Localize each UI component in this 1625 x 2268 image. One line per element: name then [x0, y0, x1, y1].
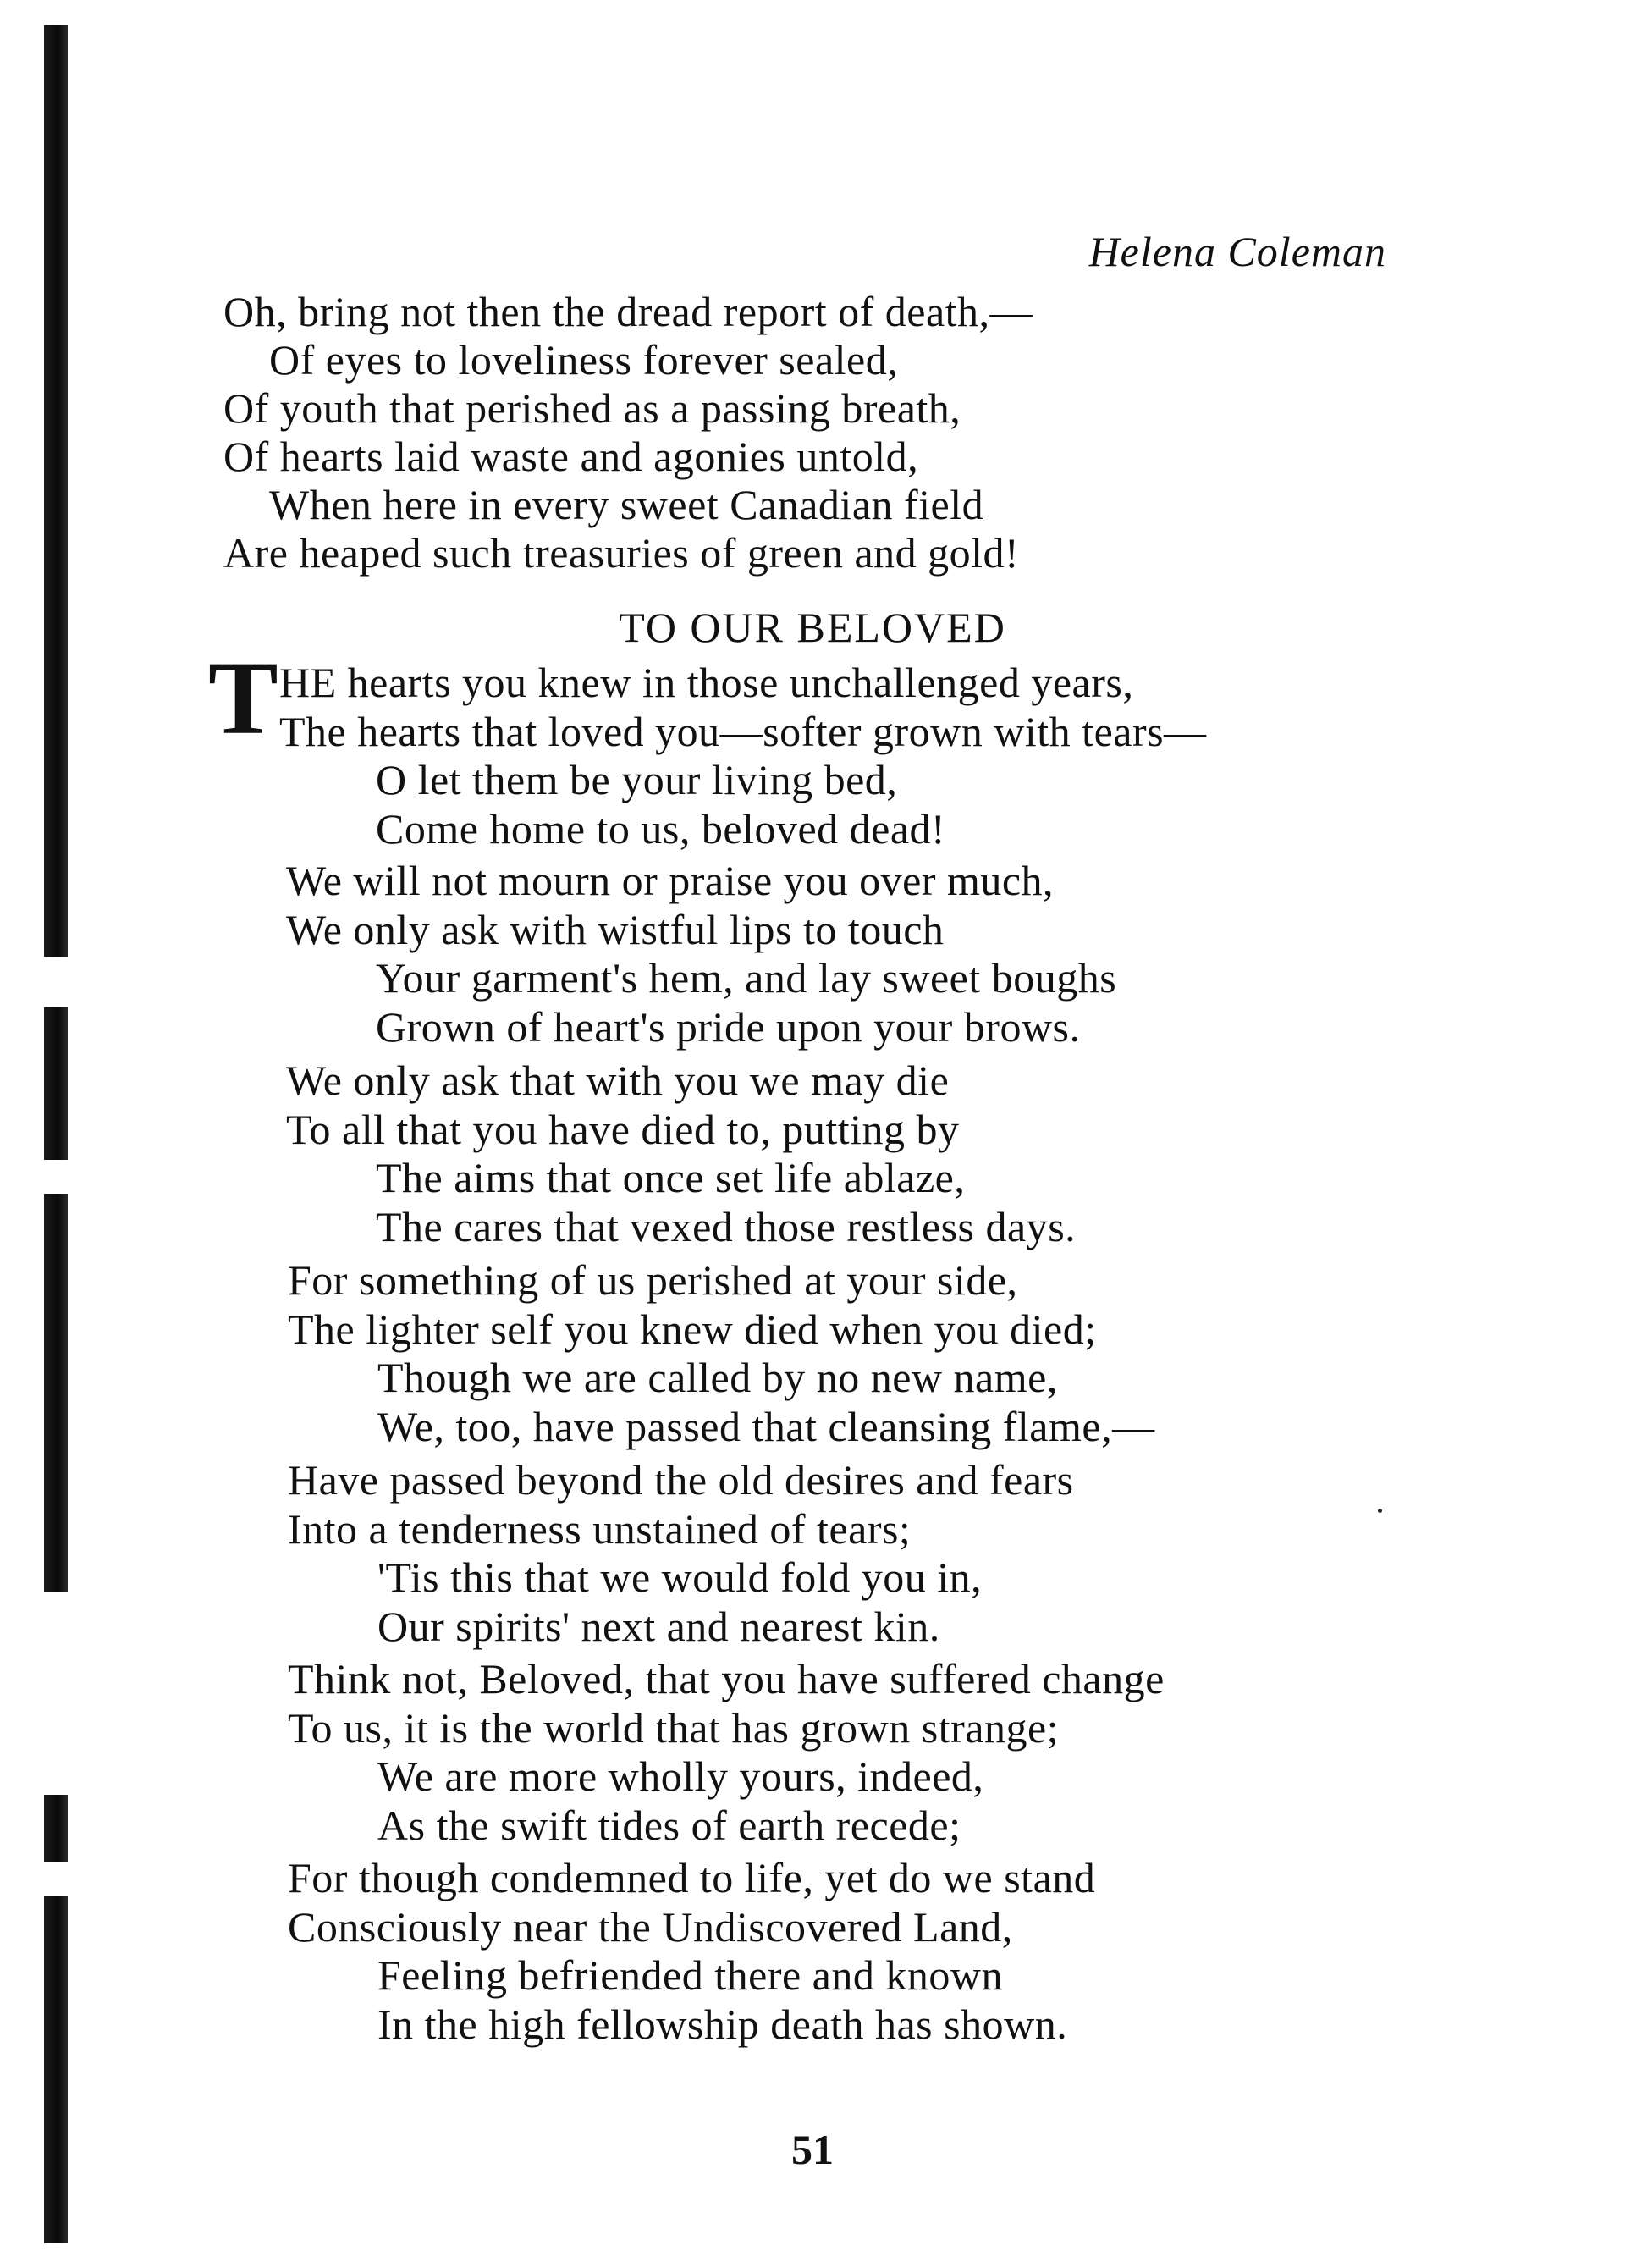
drop-cap: T [208, 640, 278, 756]
poem-line: Into a tenderness unstained of tears; [288, 1504, 912, 1553]
poem-line: Of youth that perished as a passing breath, [223, 384, 961, 432]
poem-line: We, too, have passed that cleansing flame,— [377, 1402, 1155, 1450]
poem-line: When here in every sweet Canadian field [269, 481, 984, 528]
poem-line: The lighter self you knew died when you died; [288, 1305, 1097, 1353]
poem-line: Feeling befriended there and known [377, 1951, 1003, 1999]
poem-line: Come home to us, beloved dead! [376, 804, 946, 853]
poem-line: For though condemned to life, yet do we stand [288, 1854, 1096, 1901]
poem-line: The cares that vexed those restless days. [376, 1202, 1077, 1250]
binding-edge-gap [44, 1592, 68, 1795]
poem-line: As the swift tides of earth recede; [377, 1801, 961, 1849]
print-speck [1378, 1509, 1382, 1513]
running-header-author: Helena Coleman [1088, 228, 1386, 275]
poem-line: Grown of heart's pride upon your brows. [376, 1002, 1081, 1051]
poem-line: 'Tis this that we would fold you in, [377, 1553, 983, 1601]
poem-line: To us, it is the world that has grown strange; [288, 1703, 1060, 1752]
poem-line: For something of us perished at your side, [288, 1256, 1018, 1304]
poem-line: Consciously near the Undiscovered Land, [288, 1902, 1013, 1951]
poem-line: HE hearts you knew in those unchallenged years, [279, 659, 1134, 706]
binding-edge-gap [44, 957, 68, 1007]
poem-line: To all that you have died to, putting by [286, 1105, 960, 1153]
poem-line: O let them be your living bed, [376, 756, 898, 803]
poem-line: Of eyes to loveliness forever sealed, [269, 336, 899, 384]
poem-line: Our spirits' next and nearest kin. [377, 1602, 940, 1650]
poem-line: Of hearts laid waste and agonies untold, [223, 433, 919, 480]
binding-edge-gap [44, 1160, 68, 1194]
poem-line: We are more wholly yours, indeed, [377, 1752, 984, 1800]
poem-line: Oh, bring not then the dread report of death,— [223, 288, 1033, 335]
poem-title-text: TO OUR BELOVED [619, 604, 1006, 651]
poem-line: Your garment's hem, and lay sweet boughs [376, 954, 1117, 1002]
poem-line: Are heaped such treasuries of green and gold! [223, 529, 1020, 577]
poem-line: The hearts that loved you—softer grown with tears— [279, 707, 1207, 755]
binding-edge-gap [44, 1862, 68, 1896]
poem-line: We only ask with wistful lips to touch [286, 905, 945, 953]
poem-line: The aims that once set life ablaze, [376, 1154, 966, 1201]
poem-line: Have passed beyond the old desires and fears [288, 1456, 1074, 1504]
poem-line: Think not, Beloved, that you have suffered change [288, 1655, 1165, 1702]
page-number: 51 [791, 2126, 834, 2173]
poem-line: In the high fellowship death has shown. [377, 2000, 1068, 2048]
poem-line: We will not mourn or praise you over much, [286, 857, 1055, 904]
poem-line: We only ask that with you we may die [286, 1057, 950, 1104]
poem-line: Though we are called by no new name, [377, 1354, 1058, 1401]
page-binding-edge [44, 25, 68, 2243]
